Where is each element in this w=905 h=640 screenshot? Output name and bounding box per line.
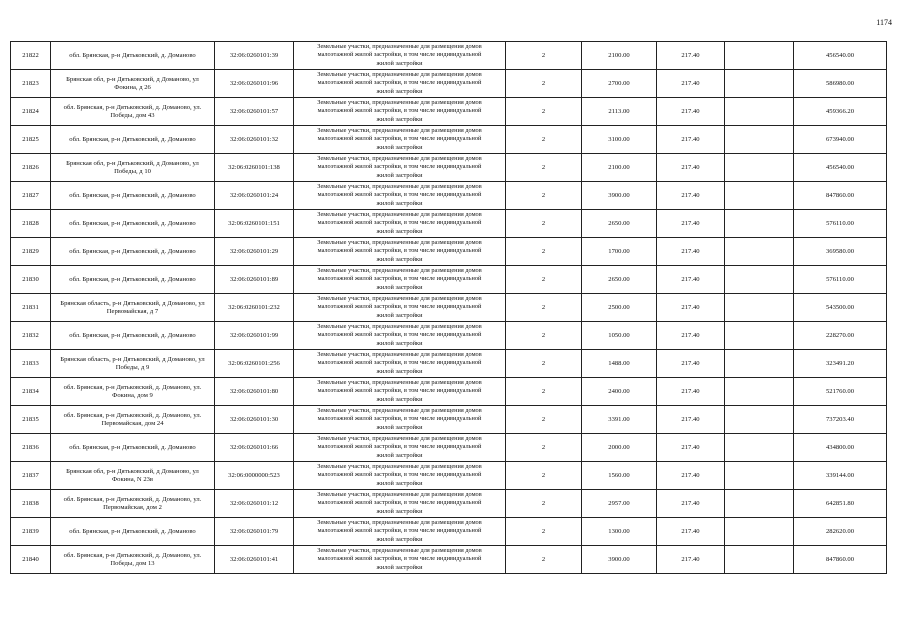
purpose-cell xyxy=(294,546,506,574)
empty-cell xyxy=(725,42,794,70)
purpose-cell xyxy=(294,434,506,462)
row-number-cell: 21825 xyxy=(11,126,51,154)
empty-cell xyxy=(725,182,794,210)
empty-cell xyxy=(725,462,794,490)
purpose-line: малоэтажной жилой застройки, в том числе индивидуальной xyxy=(317,191,482,199)
purpose-line: Земельные участки, предназначенные для размещения домов xyxy=(317,518,482,526)
area-cell: 3391.00 xyxy=(582,406,657,434)
address-cell: Брянская обл, р-н Дятьковский, д Доманово, ул Победы, д 10 xyxy=(51,154,215,182)
cadastral-value-cell: 369580.00 xyxy=(794,238,887,266)
purpose-line: жилой застройки xyxy=(376,311,423,319)
purpose-line: Земельные участки, предназначенные для размещения домов xyxy=(317,210,482,218)
purpose-line: жилой застройки xyxy=(376,451,423,459)
cadastral-number-cell: 32:06:0260101:151 xyxy=(215,210,294,238)
empty-cell xyxy=(725,98,794,126)
area-cell: 2100.00 xyxy=(582,42,657,70)
table-row xyxy=(11,154,887,182)
table-body xyxy=(11,42,887,574)
purpose-line: малоэтажной жилой застройки, в том числе индивидуальной xyxy=(317,443,482,451)
purpose-cell xyxy=(294,42,506,70)
cadastral-number-cell: 32:06:0260101:32 xyxy=(215,126,294,154)
category-cell: 2 xyxy=(506,378,582,406)
category-cell: 2 xyxy=(506,126,582,154)
empty-cell xyxy=(725,266,794,294)
rate-cell: 217.40 xyxy=(657,42,725,70)
category-cell: 2 xyxy=(506,98,582,126)
cadastral-number-cell: 32:06:0260101:232 xyxy=(215,294,294,322)
purpose-cell xyxy=(294,70,506,98)
area-cell: 1488.00 xyxy=(582,350,657,378)
rate-cell: 217.40 xyxy=(657,210,725,238)
purpose-line: малоэтажной жилой застройки, в том числе индивидуальной xyxy=(317,331,482,339)
address-cell: обл. Брянская, р-н Дятьковский, д. Доманово, ул. Первомайская, дом 24 xyxy=(51,406,215,434)
cadastral-number-cell: 32:06:0260101:30 xyxy=(215,406,294,434)
empty-cell xyxy=(725,126,794,154)
row-number-cell: 21832 xyxy=(11,322,51,350)
purpose-line: жилой застройки xyxy=(376,143,423,151)
category-cell: 2 xyxy=(506,266,582,294)
address-cell: обл. Брянская, р-н Дятьковский, д. Доманово xyxy=(51,126,215,154)
purpose-line: жилой застройки xyxy=(376,87,423,95)
rate-cell: 217.40 xyxy=(657,126,725,154)
rate-cell: 217.40 xyxy=(657,434,725,462)
table-row xyxy=(11,378,887,406)
cadastral-number-cell: 32:06:0260101:96 xyxy=(215,70,294,98)
table-row xyxy=(11,490,887,518)
cadastral-number-cell: 32:06:0260101:80 xyxy=(215,378,294,406)
area-cell: 2650.00 xyxy=(582,210,657,238)
purpose-line: Земельные участки, предназначенные для размещения домов xyxy=(317,434,482,442)
address-cell: обл. Брянская, р-н Дятьковский, д. Доманово xyxy=(51,42,215,70)
empty-cell xyxy=(725,70,794,98)
row-number-cell: 21827 xyxy=(11,182,51,210)
purpose-line: жилой застройки xyxy=(376,339,423,347)
table-row xyxy=(11,294,887,322)
purpose-line: малоэтажной жилой застройки, в том числе индивидуальной xyxy=(317,359,482,367)
table-row xyxy=(11,182,887,210)
purpose-cell xyxy=(294,378,506,406)
cadastral-value-cell: 847860.00 xyxy=(794,546,887,574)
page-number: 1174 xyxy=(876,18,892,27)
purpose-cell xyxy=(294,294,506,322)
row-number-cell: 21824 xyxy=(11,98,51,126)
area-cell: 1560.00 xyxy=(582,462,657,490)
cadastral-value-cell: 228270.00 xyxy=(794,322,887,350)
area-cell: 2000.00 xyxy=(582,434,657,462)
row-number-cell: 21828 xyxy=(11,210,51,238)
address-cell: обл. Брянская, р-н Дятьковский, д. Доманово, ул. Первомайская, дом 2 xyxy=(51,490,215,518)
empty-cell xyxy=(725,378,794,406)
address-cell: обл. Брянская, р-н Дятьковский, д. Доманово xyxy=(51,322,215,350)
purpose-line: малоэтажной жилой застройки, в том числе индивидуальной xyxy=(317,303,482,311)
address-cell: обл. Брянская, р-н Дятьковский, д. Доманово xyxy=(51,518,215,546)
purpose-line: Земельные участки, предназначенные для размещения домов xyxy=(317,490,482,498)
cadastral-value-cell: 456540.00 xyxy=(794,154,887,182)
purpose-line: жилой застройки xyxy=(376,535,423,543)
purpose-line: жилой застройки xyxy=(376,423,423,431)
cadastral-value-cell: 737203.40 xyxy=(794,406,887,434)
rate-cell: 217.40 xyxy=(657,546,725,574)
purpose-line: Земельные участки, предназначенные для размещения домов xyxy=(317,378,482,386)
category-cell: 2 xyxy=(506,462,582,490)
purpose-line: малоэтажной жилой застройки, в том числе индивидуальной xyxy=(317,415,482,423)
cadastral-number-cell: 32:06:0260101:29 xyxy=(215,238,294,266)
purpose-line: жилой застройки xyxy=(376,563,423,571)
purpose-line: малоэтажной жилой застройки, в том числе индивидуальной xyxy=(317,135,482,143)
cadastral-value-cell: 586980.00 xyxy=(794,70,887,98)
rate-cell: 217.40 xyxy=(657,378,725,406)
row-number-cell: 21835 xyxy=(11,406,51,434)
empty-cell xyxy=(725,294,794,322)
row-number-cell: 21823 xyxy=(11,70,51,98)
purpose-line: Земельные участки, предназначенные для размещения домов xyxy=(317,462,482,470)
table-row xyxy=(11,42,887,70)
cadastral-value-cell: 673940.00 xyxy=(794,126,887,154)
area-cell: 2957.00 xyxy=(582,490,657,518)
category-cell: 2 xyxy=(506,154,582,182)
purpose-cell xyxy=(294,126,506,154)
rate-cell: 217.40 xyxy=(657,266,725,294)
rate-cell: 217.40 xyxy=(657,98,725,126)
rate-cell: 217.40 xyxy=(657,294,725,322)
cadastral-number-cell: 32:06:0260101:12 xyxy=(215,490,294,518)
row-number-cell: 21836 xyxy=(11,434,51,462)
area-cell: 1050.00 xyxy=(582,322,657,350)
cadastral-number-cell: 32:06:0260101:79 xyxy=(215,518,294,546)
address-cell: обл. Брянская, р-н Дятьковский, д. Доманово, ул. Победы, дом 43 xyxy=(51,98,215,126)
cadastral-value-cell: 576110.00 xyxy=(794,210,887,238)
address-cell: обл. Брянская, р-н Дятьковский, д. Доманово xyxy=(51,182,215,210)
row-number-cell: 21837 xyxy=(11,462,51,490)
address-cell: обл. Брянская, р-н Дятьковский, д. Доманово xyxy=(51,266,215,294)
cadastral-number-cell: 32:06:0260101:99 xyxy=(215,322,294,350)
cadastral-value-cell: 434800.00 xyxy=(794,434,887,462)
cadastral-value-table xyxy=(10,41,887,574)
rate-cell: 217.40 xyxy=(657,70,725,98)
category-cell: 2 xyxy=(506,434,582,462)
purpose-line: малоэтажной жилой застройки, в том числе индивидуальной xyxy=(317,275,482,283)
rate-cell: 217.40 xyxy=(657,462,725,490)
row-number-cell: 21831 xyxy=(11,294,51,322)
purpose-cell xyxy=(294,266,506,294)
purpose-line: малоэтажной жилой застройки, в том числе индивидуальной xyxy=(317,219,482,227)
cadastral-value-cell: 323491.20 xyxy=(794,350,887,378)
area-cell: 2650.00 xyxy=(582,266,657,294)
cadastral-value-cell: 847860.00 xyxy=(794,182,887,210)
category-cell: 2 xyxy=(506,42,582,70)
table-row xyxy=(11,462,887,490)
category-cell: 2 xyxy=(506,546,582,574)
row-number-cell: 21822 xyxy=(11,42,51,70)
area-cell: 2700.00 xyxy=(582,70,657,98)
purpose-cell xyxy=(294,518,506,546)
category-cell: 2 xyxy=(506,322,582,350)
empty-cell xyxy=(725,434,794,462)
purpose-line: жилой застройки xyxy=(376,171,423,179)
category-cell: 2 xyxy=(506,518,582,546)
cadastral-number-cell: 32:06:0260101:138 xyxy=(215,154,294,182)
table-row xyxy=(11,350,887,378)
purpose-cell xyxy=(294,238,506,266)
area-cell: 1300.00 xyxy=(582,518,657,546)
purpose-line: жилой застройки xyxy=(376,255,423,263)
purpose-line: малоэтажной жилой застройки, в том числе индивидуальной xyxy=(317,79,482,87)
purpose-cell xyxy=(294,210,506,238)
cadastral-value-cell: 543500.00 xyxy=(794,294,887,322)
table-row xyxy=(11,546,887,574)
purpose-line: малоэтажной жилой застройки, в том числе индивидуальной xyxy=(317,51,482,59)
address-cell: Брянская обл, р-н Дятьковский, д Доманово, ул Фокина, N 23в xyxy=(51,462,215,490)
cadastral-number-cell: 32:06:0000000:523 xyxy=(215,462,294,490)
empty-cell xyxy=(725,518,794,546)
purpose-cell xyxy=(294,154,506,182)
purpose-cell xyxy=(294,98,506,126)
area-cell: 3100.00 xyxy=(582,126,657,154)
purpose-line: малоэтажной жилой застройки, в том числе индивидуальной xyxy=(317,163,482,171)
category-cell: 2 xyxy=(506,406,582,434)
empty-cell xyxy=(725,210,794,238)
purpose-line: малоэтажной жилой застройки, в том числе индивидуальной xyxy=(317,387,482,395)
purpose-line: жилой застройки xyxy=(376,199,423,207)
area-cell: 2113.00 xyxy=(582,98,657,126)
purpose-line: жилой застройки xyxy=(376,395,423,403)
rate-cell: 217.40 xyxy=(657,350,725,378)
table-row xyxy=(11,406,887,434)
purpose-line: малоэтажной жилой застройки, в том числе индивидуальной xyxy=(317,499,482,507)
address-cell: обл. Брянская, р-н Дятьковский, д. Доманово xyxy=(51,238,215,266)
purpose-line: малоэтажной жилой застройки, в том числе индивидуальной xyxy=(317,247,482,255)
area-cell: 2100.00 xyxy=(582,154,657,182)
cadastral-number-cell: 32:06:0260101:256 xyxy=(215,350,294,378)
purpose-line: Земельные участки, предназначенные для размещения домов xyxy=(317,182,482,190)
table-row xyxy=(11,434,887,462)
cadastral-number-cell: 32:06:0260101:39 xyxy=(215,42,294,70)
purpose-line: Земельные участки, предназначенные для размещения домов xyxy=(317,42,482,50)
cadastral-number-cell: 32:06:0260101:89 xyxy=(215,266,294,294)
category-cell: 2 xyxy=(506,490,582,518)
address-cell: Брянская область, р-н Дятьковский, д Доманово, ул Первомайская, д 7 xyxy=(51,294,215,322)
cadastral-value-cell: 576110.00 xyxy=(794,266,887,294)
row-number-cell: 21829 xyxy=(11,238,51,266)
purpose-cell xyxy=(294,406,506,434)
area-cell: 1700.00 xyxy=(582,238,657,266)
purpose-line: жилой застройки xyxy=(376,283,423,291)
empty-cell xyxy=(725,490,794,518)
purpose-line: Земельные участки, предназначенные для размещения домов xyxy=(317,98,482,106)
category-cell: 2 xyxy=(506,238,582,266)
purpose-line: Земельные участки, предназначенные для размещения домов xyxy=(317,322,482,330)
category-cell: 2 xyxy=(506,350,582,378)
cadastral-number-cell: 32:06:0260101:57 xyxy=(215,98,294,126)
purpose-line: Земельные участки, предназначенные для размещения домов xyxy=(317,266,482,274)
purpose-cell xyxy=(294,490,506,518)
purpose-cell xyxy=(294,462,506,490)
table-row xyxy=(11,98,887,126)
purpose-line: Земельные участки, предназначенные для размещения домов xyxy=(317,238,482,246)
purpose-line: жилой застройки xyxy=(376,507,423,515)
purpose-cell xyxy=(294,182,506,210)
table-row xyxy=(11,210,887,238)
purpose-cell xyxy=(294,350,506,378)
purpose-line: Земельные участки, предназначенные для размещения домов xyxy=(317,154,482,162)
rate-cell: 217.40 xyxy=(657,182,725,210)
rate-cell: 217.40 xyxy=(657,154,725,182)
rate-cell: 217.40 xyxy=(657,406,725,434)
address-cell: обл. Брянская, р-н Дятьковский, д. Доманово xyxy=(51,434,215,462)
empty-cell xyxy=(725,406,794,434)
purpose-line: Земельные участки, предназначенные для размещения домов xyxy=(317,350,482,358)
purpose-line: Земельные участки, предназначенные для размещения домов xyxy=(317,546,482,554)
area-cell: 2400.00 xyxy=(582,378,657,406)
category-cell: 2 xyxy=(506,210,582,238)
empty-cell xyxy=(725,154,794,182)
category-cell: 2 xyxy=(506,70,582,98)
area-cell: 3900.00 xyxy=(582,182,657,210)
cadastral-number-cell: 32:06:0260101:24 xyxy=(215,182,294,210)
table-row xyxy=(11,518,887,546)
address-cell: обл. Брянская, р-н Дятьковский, д. Доманово, ул. Фокина, дом 9 xyxy=(51,378,215,406)
category-cell: 2 xyxy=(506,294,582,322)
table-row xyxy=(11,70,887,98)
address-cell: обл. Брянская, р-н Дятьковский, д. Доманово, ул. Победы, дом 13 xyxy=(51,546,215,574)
address-cell: обл. Брянская, р-н Дятьковский, д. Доманово xyxy=(51,210,215,238)
cadastral-number-cell: 32:06:0260101:66 xyxy=(215,434,294,462)
cadastral-value-cell: 339144.00 xyxy=(794,462,887,490)
purpose-line: жилой застройки xyxy=(376,367,423,375)
address-cell: Брянская обл, р-н Дятьковский, д Доманово, ул Фокина, д 26 xyxy=(51,70,215,98)
purpose-line: жилой застройки xyxy=(376,479,423,487)
empty-cell xyxy=(725,238,794,266)
purpose-line: Земельные участки, предназначенные для размещения домов xyxy=(317,294,482,302)
cadastral-number-cell: 32:06:0260101:41 xyxy=(215,546,294,574)
purpose-line: Земельные участки, предназначенные для размещения домов xyxy=(317,406,482,414)
purpose-line: Земельные участки, предназначенные для размещения домов xyxy=(317,70,482,78)
purpose-line: малоэтажной жилой застройки, в том числе индивидуальной xyxy=(317,527,482,535)
row-number-cell: 21840 xyxy=(11,546,51,574)
category-cell: 2 xyxy=(506,182,582,210)
rate-cell: 217.40 xyxy=(657,322,725,350)
table-row xyxy=(11,322,887,350)
rate-cell: 217.40 xyxy=(657,490,725,518)
purpose-line: малоэтажной жилой застройки, в том числе индивидуальной xyxy=(317,471,482,479)
cadastral-value-cell: 456540.00 xyxy=(794,42,887,70)
row-number-cell: 21830 xyxy=(11,266,51,294)
purpose-line: малоэтажной жилой застройки, в том числе индивидуальной xyxy=(317,555,482,563)
purpose-line: жилой застройки xyxy=(376,59,423,67)
rate-cell: 217.40 xyxy=(657,238,725,266)
purpose-line: жилой застройки xyxy=(376,115,423,123)
cadastral-value-cell: 521760.00 xyxy=(794,378,887,406)
purpose-line: Земельные участки, предназначенные для размещения домов xyxy=(317,126,482,134)
cadastral-value-cell: 642851.80 xyxy=(794,490,887,518)
table-row xyxy=(11,126,887,154)
purpose-line: жилой застройки xyxy=(376,227,423,235)
empty-cell xyxy=(725,546,794,574)
table-row xyxy=(11,238,887,266)
cadastral-value-cell: 282620.00 xyxy=(794,518,887,546)
cadastral-value-cell: 459366.20 xyxy=(794,98,887,126)
purpose-cell xyxy=(294,322,506,350)
row-number-cell: 21839 xyxy=(11,518,51,546)
empty-cell xyxy=(725,322,794,350)
area-cell: 2500.00 xyxy=(582,294,657,322)
table-row xyxy=(11,266,887,294)
row-number-cell: 21833 xyxy=(11,350,51,378)
row-number-cell: 21838 xyxy=(11,490,51,518)
purpose-line: малоэтажной жилой застройки, в том числе индивидуальной xyxy=(317,107,482,115)
row-number-cell: 21826 xyxy=(11,154,51,182)
rate-cell: 217.40 xyxy=(657,518,725,546)
address-cell: Брянская область, р-н Дятьковский, д Доманово, ул Победы, д 9 xyxy=(51,350,215,378)
row-number-cell: 21834 xyxy=(11,378,51,406)
area-cell: 3900.00 xyxy=(582,546,657,574)
empty-cell xyxy=(725,350,794,378)
